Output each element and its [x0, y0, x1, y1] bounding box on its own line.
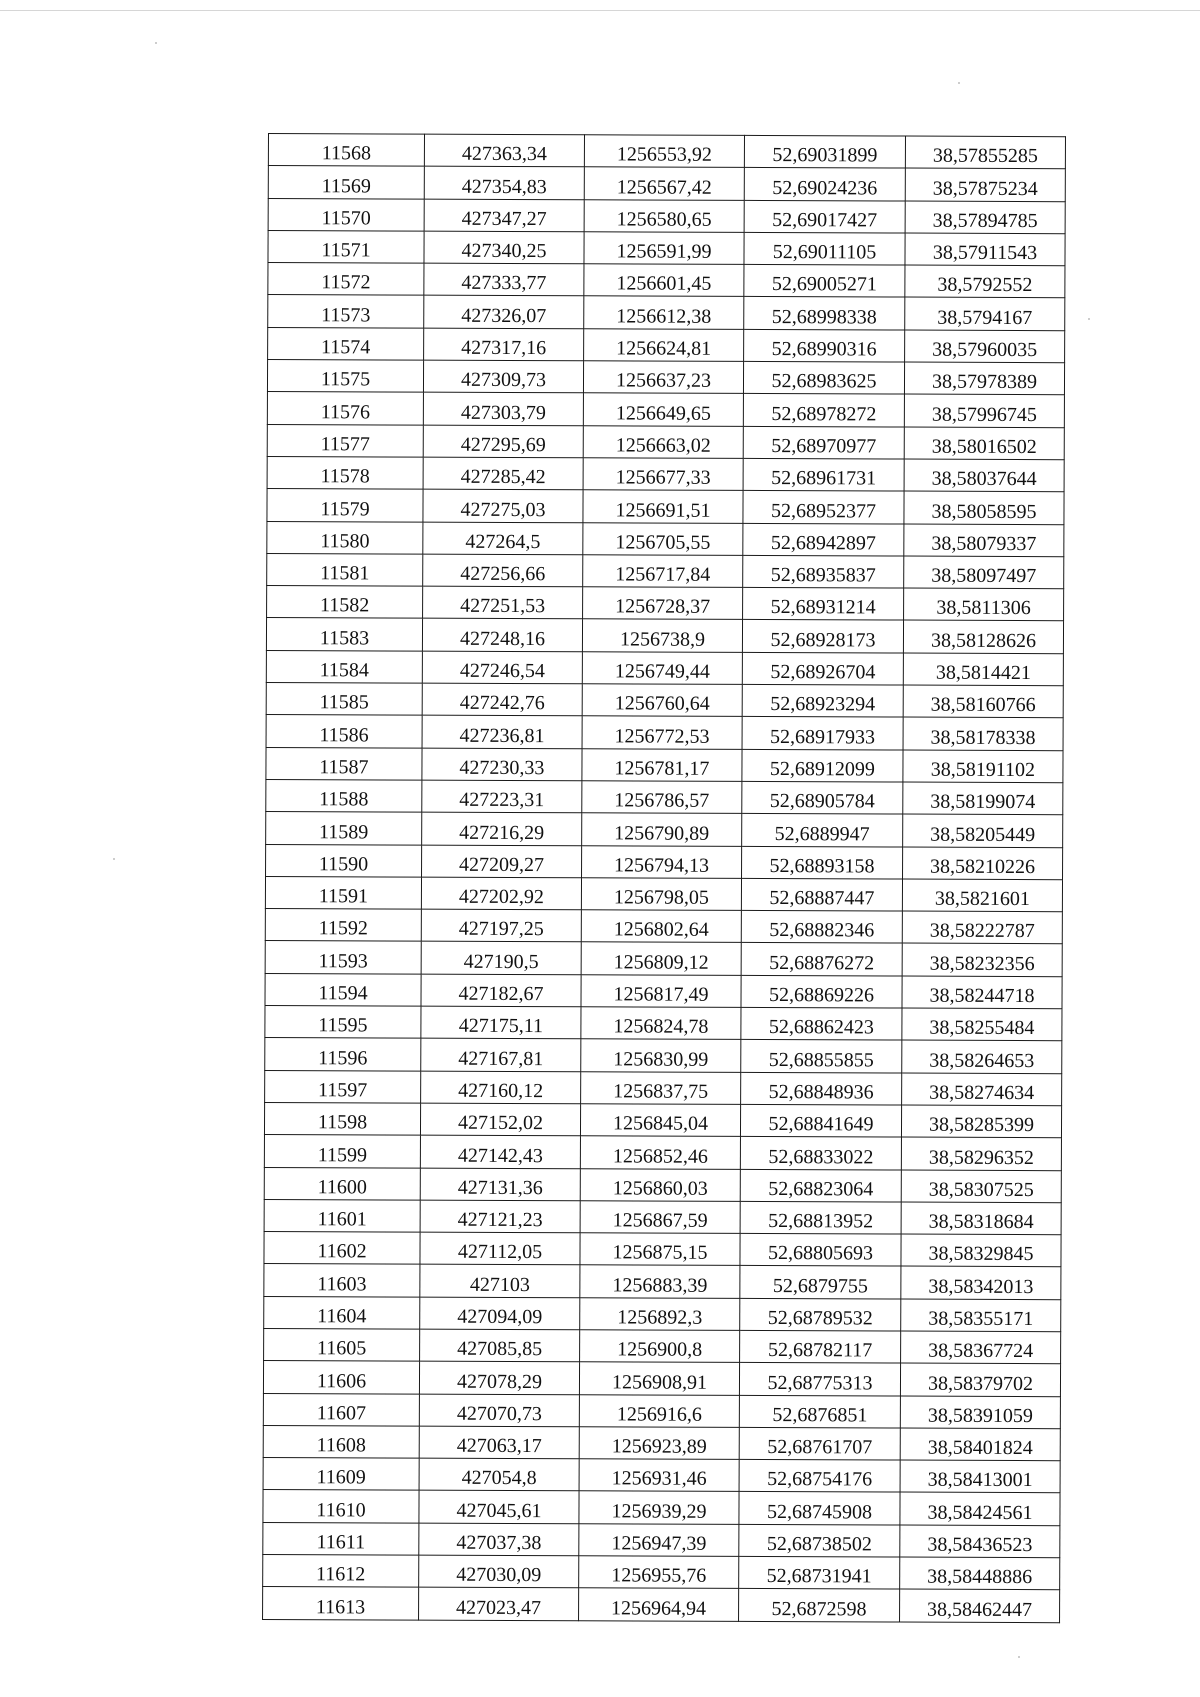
latitude-cell: 52,68731941: [739, 1556, 900, 1589]
point-number-cell: 11602: [264, 1232, 420, 1265]
latitude-cell: 52,6879755: [740, 1266, 901, 1299]
x-coordinate-cell: 427303,79: [423, 393, 583, 426]
y-coordinate-cell: 1256624,81: [584, 329, 744, 362]
longitude-cell: 38,58401824: [900, 1428, 1060, 1461]
point-number-cell: 11573: [268, 295, 424, 328]
longitude-cell: 38,57875234: [905, 168, 1065, 201]
latitude-cell: 52,69017427: [744, 200, 905, 233]
longitude-cell: 38,58128626: [903, 621, 1063, 654]
point-number-cell: 11600: [264, 1167, 420, 1200]
table-row: [264, 1102, 1061, 1137]
y-coordinate-cell: 1256824,78: [581, 1007, 741, 1040]
latitude-cell: 52,68745908: [739, 1492, 900, 1525]
point-number-cell: 11577: [267, 424, 423, 457]
latitude-cell: 52,68893158: [742, 846, 903, 879]
longitude-cell: 38,58462447: [900, 1589, 1060, 1622]
y-coordinate-cell: 1256691,51: [583, 490, 743, 523]
y-coordinate-cell: 1256845,04: [580, 1104, 740, 1137]
latitude-cell: 52,68855855: [741, 1040, 902, 1073]
point-number-cell: 11605: [264, 1328, 420, 1361]
longitude-cell: 38,58307525: [901, 1170, 1061, 1203]
longitude-cell: 38,5811306: [904, 588, 1064, 621]
table-row: [263, 1555, 1060, 1590]
x-coordinate-cell: 427242,76: [422, 683, 582, 716]
longitude-cell: 38,5814421: [903, 653, 1063, 686]
point-number-cell: 11610: [263, 1490, 419, 1523]
point-number-cell: 11590: [266, 844, 422, 877]
table-row: [267, 553, 1064, 588]
x-coordinate-cell: 427197,25: [421, 909, 581, 942]
table-row: [263, 1490, 1060, 1525]
longitude-cell: 38,57960035: [905, 330, 1065, 363]
point-number-cell: 11597: [265, 1070, 421, 1103]
latitude-cell: 52,68952377: [743, 491, 904, 524]
x-coordinate-cell: 427264,5: [423, 522, 583, 555]
y-coordinate-cell: 1256947,39: [579, 1524, 739, 1557]
point-number-cell: 11581: [267, 553, 423, 586]
y-coordinate-cell: 1256939,29: [579, 1491, 739, 1524]
longitude-cell: 38,58160766: [903, 685, 1063, 718]
table-row: [268, 295, 1065, 330]
x-coordinate-cell: 427209,27: [422, 845, 582, 878]
y-coordinate-cell: 1256875,15: [580, 1233, 740, 1266]
latitude-cell: 52,69031899: [744, 135, 905, 168]
x-coordinate-cell: 427160,12: [421, 1071, 581, 1104]
latitude-cell: 52,68869226: [741, 975, 902, 1008]
longitude-cell: 38,57855285: [905, 136, 1065, 169]
y-coordinate-cell: 1256802,64: [581, 910, 741, 943]
latitude-cell: 52,68905784: [742, 781, 903, 814]
longitude-cell: 38,58191102: [903, 750, 1063, 783]
x-coordinate-cell: 427251,53: [423, 586, 583, 619]
latitude-cell: 52,68876272: [741, 943, 902, 976]
y-coordinate-cell: 1256955,76: [579, 1556, 739, 1589]
scan-speck: [113, 858, 115, 860]
x-coordinate-cell: 427333,77: [424, 263, 584, 296]
latitude-cell: 52,68841649: [740, 1104, 901, 1137]
longitude-cell: 38,58413001: [900, 1460, 1060, 1493]
longitude-cell: 38,58058595: [904, 491, 1064, 524]
y-coordinate-cell: 1256790,89: [582, 813, 742, 846]
table-row: [268, 198, 1065, 233]
latitude-cell: 52,68926704: [742, 652, 903, 685]
y-coordinate-cell: 1256612,38: [584, 296, 744, 329]
longitude-cell: 38,58199074: [903, 782, 1063, 815]
longitude-cell: 38,58318684: [901, 1202, 1061, 1235]
point-number-cell: 11591: [265, 876, 421, 909]
point-number-cell: 11580: [267, 521, 423, 554]
y-coordinate-cell: 1256601,45: [584, 264, 744, 297]
point-number-cell: 11595: [265, 1006, 421, 1039]
x-coordinate-cell: 427285,42: [423, 457, 583, 490]
y-coordinate-cell: 1256794,13: [582, 845, 742, 878]
longitude-cell: 38,58232356: [902, 943, 1062, 976]
table-row: [265, 1006, 1062, 1041]
point-number-cell: 11585: [266, 683, 422, 716]
latitude-cell: 52,68978272: [743, 394, 904, 427]
x-coordinate-cell: 427045,61: [419, 1491, 579, 1524]
table-row: [264, 1135, 1061, 1170]
point-number-cell: 11589: [266, 812, 422, 845]
longitude-cell: 38,58424561: [900, 1493, 1060, 1526]
latitude-cell: 52,68862423: [741, 1007, 902, 1040]
x-coordinate-cell: 427275,03: [423, 489, 583, 522]
table-row: [268, 263, 1065, 298]
point-number-cell: 11612: [263, 1555, 419, 1588]
point-number-cell: 11576: [267, 392, 423, 425]
longitude-cell: 38,58285399: [901, 1105, 1061, 1138]
x-coordinate-cell: 427078,29: [419, 1361, 579, 1394]
x-coordinate-cell: 427152,02: [420, 1103, 580, 1136]
point-number-cell: 11593: [265, 941, 421, 974]
longitude-cell: 38,5794167: [905, 298, 1065, 331]
longitude-cell: 38,5792552: [905, 265, 1065, 298]
table-row: [266, 779, 1063, 814]
y-coordinate-cell: 1256772,53: [582, 716, 742, 749]
table-row: [267, 360, 1064, 395]
y-coordinate-cell: 1256883,39: [580, 1265, 740, 1298]
point-number-cell: 11592: [265, 909, 421, 942]
x-coordinate-cell: 427142,43: [420, 1135, 580, 1168]
table-row: [268, 134, 1065, 169]
x-coordinate-cell: 427295,69: [423, 425, 583, 458]
longitude-cell: 38,58367724: [901, 1331, 1061, 1364]
y-coordinate-cell: 1256786,57: [582, 781, 742, 814]
point-number-cell: 11583: [266, 618, 422, 651]
longitude-cell: 38,58205449: [903, 814, 1063, 847]
longitude-cell: 38,58210226: [903, 847, 1063, 880]
y-coordinate-cell: 1256591,99: [584, 232, 744, 265]
point-number-cell: 11570: [268, 198, 424, 231]
table-row: [267, 586, 1064, 621]
x-coordinate-cell: 427230,33: [422, 748, 582, 781]
latitude-cell: 52,69024236: [744, 168, 905, 201]
x-coordinate-cell: 427347,27: [424, 199, 584, 232]
y-coordinate-cell: 1256867,59: [580, 1201, 740, 1234]
coordinates-table: [262, 133, 1066, 1623]
latitude-cell: 52,68942897: [743, 523, 904, 556]
table-row: [263, 1522, 1060, 1557]
longitude-cell: 38,58264653: [902, 1040, 1062, 1073]
table-row: [263, 1587, 1060, 1622]
latitude-cell: 52,69011105: [744, 232, 905, 265]
y-coordinate-cell: 1256567,42: [584, 167, 744, 200]
point-number-cell: 11608: [263, 1425, 419, 1458]
x-coordinate-cell: 427354,83: [424, 166, 584, 199]
latitude-cell: 52,68738502: [739, 1524, 900, 1557]
longitude-cell: 38,58244718: [902, 976, 1062, 1009]
y-coordinate-cell: 1256649,65: [583, 393, 743, 426]
y-coordinate-cell: 1256900,8: [580, 1330, 740, 1363]
x-coordinate-cell: 427340,25: [424, 231, 584, 264]
table-row: [264, 1296, 1061, 1331]
x-coordinate-cell: 427112,05: [420, 1232, 580, 1265]
table-row: [266, 812, 1063, 847]
longitude-cell: 38,58355171: [901, 1299, 1061, 1332]
latitude-cell: 52,68775313: [739, 1363, 900, 1396]
table-row: [265, 1070, 1062, 1105]
table-row: [264, 1264, 1061, 1299]
y-coordinate-cell: 1256908,91: [579, 1362, 739, 1395]
y-coordinate-cell: 1256923,89: [579, 1427, 739, 1460]
latitude-cell: 52,68813952: [740, 1201, 901, 1234]
point-number-cell: 11596: [265, 1038, 421, 1071]
table-row: [264, 1167, 1061, 1202]
point-number-cell: 11575: [267, 360, 423, 393]
latitude-cell: 52,68912099: [742, 749, 903, 782]
y-coordinate-cell: 1256837,75: [581, 1071, 741, 1104]
latitude-cell: 52,68998338: [744, 297, 905, 330]
table-row: [265, 973, 1062, 1008]
latitude-cell: 52,68761707: [739, 1427, 900, 1460]
y-coordinate-cell: 1256830,99: [581, 1039, 741, 1072]
y-coordinate-cell: 1256580,65: [584, 199, 744, 232]
latitude-cell: 52,68754176: [739, 1460, 900, 1493]
table-row: [267, 424, 1064, 459]
latitude-cell: 52,69005271: [744, 265, 905, 298]
y-coordinate-cell: 1256553,92: [584, 135, 744, 168]
longitude-cell: 38,58255484: [902, 1008, 1062, 1041]
latitude-cell: 52,68887447: [741, 878, 902, 911]
point-number-cell: 11603: [264, 1264, 420, 1297]
table-row: [267, 521, 1064, 556]
table-row: [263, 1393, 1060, 1428]
longitude-cell: 38,57978389: [904, 362, 1064, 395]
longitude-cell: 38,58296352: [901, 1137, 1061, 1170]
latitude-cell: 52,68789532: [740, 1298, 901, 1331]
latitude-cell: 52,68961731: [743, 458, 904, 491]
table-row: [268, 166, 1065, 201]
x-coordinate-cell: 427063,17: [419, 1426, 579, 1459]
x-coordinate-cell: 427236,81: [422, 715, 582, 748]
y-coordinate-cell: 1256728,37: [583, 587, 743, 620]
point-number-cell: 11584: [266, 650, 422, 683]
point-number-cell: 11601: [264, 1199, 420, 1232]
longitude-cell: 38,58016502: [904, 427, 1064, 460]
longitude-cell: 38,58379702: [900, 1363, 1060, 1396]
latitude-cell: 52,68917933: [742, 717, 903, 750]
table-row: [265, 1038, 1062, 1073]
point-number-cell: 11572: [268, 263, 424, 296]
longitude-cell: 38,58178338: [903, 717, 1063, 750]
table-row: [263, 1425, 1060, 1460]
scan-speck: [155, 42, 157, 44]
x-coordinate-cell: 427246,54: [422, 651, 582, 684]
longitude-cell: 38,58448886: [900, 1557, 1060, 1590]
latitude-cell: 52,68833022: [740, 1137, 901, 1170]
point-number-cell: 11588: [266, 779, 422, 812]
y-coordinate-cell: 1256964,94: [579, 1588, 739, 1621]
y-coordinate-cell: 1256860,03: [580, 1168, 740, 1201]
latitude-cell: 52,68970977: [743, 426, 904, 459]
longitude-cell: 38,58329845: [901, 1234, 1061, 1267]
latitude-cell: 52,68931214: [743, 588, 904, 621]
latitude-cell: 52,6889947: [742, 814, 903, 847]
x-coordinate-cell: 427030,09: [419, 1555, 579, 1588]
point-number-cell: 11604: [264, 1296, 420, 1329]
x-coordinate-cell: 427223,31: [422, 780, 582, 813]
longitude-cell: 38,58436523: [900, 1525, 1060, 1558]
x-coordinate-cell: 427023,47: [419, 1587, 579, 1620]
table-row: [268, 327, 1065, 362]
longitude-cell: 38,58097497: [904, 556, 1064, 589]
x-coordinate-cell: 427037,38: [419, 1523, 579, 1556]
scan-speck: [1088, 318, 1090, 320]
latitude-cell: 52,68935837: [743, 555, 904, 588]
latitude-cell: 52,6876851: [739, 1395, 900, 1428]
x-coordinate-cell: 427190,5: [421, 942, 581, 975]
table-row: [266, 683, 1063, 718]
longitude-cell: 38,58037644: [904, 459, 1064, 492]
table-row: [264, 1199, 1061, 1234]
table-row: [266, 844, 1063, 879]
latitude-cell: 52,68782117: [740, 1330, 901, 1363]
table-row: [267, 456, 1064, 491]
point-number-cell: 11582: [267, 586, 423, 619]
table-row: [267, 392, 1064, 427]
y-coordinate-cell: 1256705,55: [583, 522, 743, 555]
point-number-cell: 11568: [268, 134, 424, 167]
latitude-cell: 52,6872598: [739, 1589, 900, 1622]
x-coordinate-cell: 427131,36: [420, 1168, 580, 1201]
x-coordinate-cell: 427103: [420, 1265, 580, 1298]
point-number-cell: 11579: [267, 489, 423, 522]
scan-speck: [958, 82, 960, 84]
x-coordinate-cell: 427248,16: [422, 619, 582, 652]
point-number-cell: 11569: [268, 166, 424, 199]
y-coordinate-cell: 1256931,46: [579, 1459, 739, 1492]
point-number-cell: 11571: [268, 230, 424, 263]
longitude-cell: 38,58222787: [902, 911, 1062, 944]
point-number-cell: 11613: [263, 1587, 419, 1620]
x-coordinate-cell: 427121,23: [420, 1200, 580, 1233]
point-number-cell: 11598: [264, 1102, 420, 1135]
y-coordinate-cell: 1256637,23: [583, 361, 743, 394]
table-row: [266, 715, 1063, 750]
y-coordinate-cell: 1256717,84: [583, 555, 743, 588]
table-row: [265, 909, 1062, 944]
longitude-cell: 38,58079337: [904, 524, 1064, 557]
latitude-cell: 52,68923294: [742, 684, 903, 717]
x-coordinate-cell: 427202,92: [421, 877, 581, 910]
point-number-cell: 11609: [263, 1458, 419, 1491]
x-coordinate-cell: 427070,73: [419, 1394, 579, 1427]
table-row: [266, 618, 1063, 653]
longitude-cell: 38,58342013: [901, 1266, 1061, 1299]
latitude-cell: 52,68805693: [740, 1233, 901, 1266]
point-number-cell: 11587: [266, 747, 422, 780]
table-row: [265, 876, 1062, 911]
x-coordinate-cell: 427175,11: [421, 1006, 581, 1039]
x-coordinate-cell: 427256,66: [423, 554, 583, 587]
table-row: [263, 1361, 1060, 1396]
latitude-cell: 52,68990316: [744, 329, 905, 362]
y-coordinate-cell: 1256781,17: [582, 748, 742, 781]
table-row: [268, 230, 1065, 265]
scan-speck: [1018, 1656, 1020, 1658]
table-row: [264, 1328, 1061, 1363]
latitude-cell: 52,68823064: [740, 1169, 901, 1202]
x-coordinate-cell: 427167,81: [421, 1038, 581, 1071]
point-number-cell: 11574: [268, 327, 424, 360]
point-number-cell: 11578: [267, 456, 423, 489]
point-number-cell: 11586: [266, 715, 422, 748]
x-coordinate-cell: 427054,8: [419, 1458, 579, 1491]
y-coordinate-cell: 1256677,33: [583, 458, 743, 491]
y-coordinate-cell: 1256749,44: [582, 652, 742, 685]
latitude-cell: 52,68928173: [742, 620, 903, 653]
x-coordinate-cell: 427182,67: [421, 974, 581, 1007]
longitude-cell: 38,57996745: [904, 394, 1064, 427]
latitude-cell: 52,68983625: [743, 361, 904, 394]
y-coordinate-cell: 1256852,46: [580, 1136, 740, 1169]
point-number-cell: 11607: [263, 1393, 419, 1426]
x-coordinate-cell: 427317,16: [424, 328, 584, 361]
longitude-cell: 38,57894785: [905, 201, 1065, 234]
coordinates-table-body: [263, 134, 1066, 1623]
y-coordinate-cell: 1256760,64: [582, 684, 742, 717]
table-row: [266, 747, 1063, 782]
y-coordinate-cell: 1256663,02: [583, 425, 743, 458]
table-row: [264, 1232, 1061, 1267]
table-row: [267, 489, 1064, 524]
latitude-cell: 52,68882346: [741, 911, 902, 944]
point-number-cell: 11599: [264, 1135, 420, 1168]
y-coordinate-cell: 1256809,12: [581, 942, 741, 975]
table-row: [263, 1458, 1060, 1493]
y-coordinate-cell: 1256892,3: [580, 1297, 740, 1330]
x-coordinate-cell: 427363,34: [424, 134, 584, 167]
latitude-cell: 52,68848936: [741, 1072, 902, 1105]
point-number-cell: 11594: [265, 973, 421, 1006]
x-coordinate-cell: 427309,73: [423, 360, 583, 393]
x-coordinate-cell: 427094,09: [420, 1297, 580, 1330]
longitude-cell: 38,5821601: [902, 879, 1062, 912]
y-coordinate-cell: 1256817,49: [581, 974, 741, 1007]
longitude-cell: 38,57911543: [905, 233, 1065, 266]
longitude-cell: 38,58274634: [902, 1073, 1062, 1106]
table-row: [266, 650, 1063, 685]
x-coordinate-cell: 427085,85: [420, 1329, 580, 1362]
y-coordinate-cell: 1256738,9: [582, 619, 742, 652]
x-coordinate-cell: 427326,07: [424, 296, 584, 329]
scan-top-edge: [0, 10, 1200, 11]
longitude-cell: 38,58391059: [900, 1396, 1060, 1429]
y-coordinate-cell: 1256798,05: [581, 878, 741, 911]
point-number-cell: 11606: [263, 1361, 419, 1394]
x-coordinate-cell: 427216,29: [422, 812, 582, 845]
y-coordinate-cell: 1256916,6: [579, 1394, 739, 1427]
point-number-cell: 11611: [263, 1522, 419, 1555]
table-row: [265, 941, 1062, 976]
